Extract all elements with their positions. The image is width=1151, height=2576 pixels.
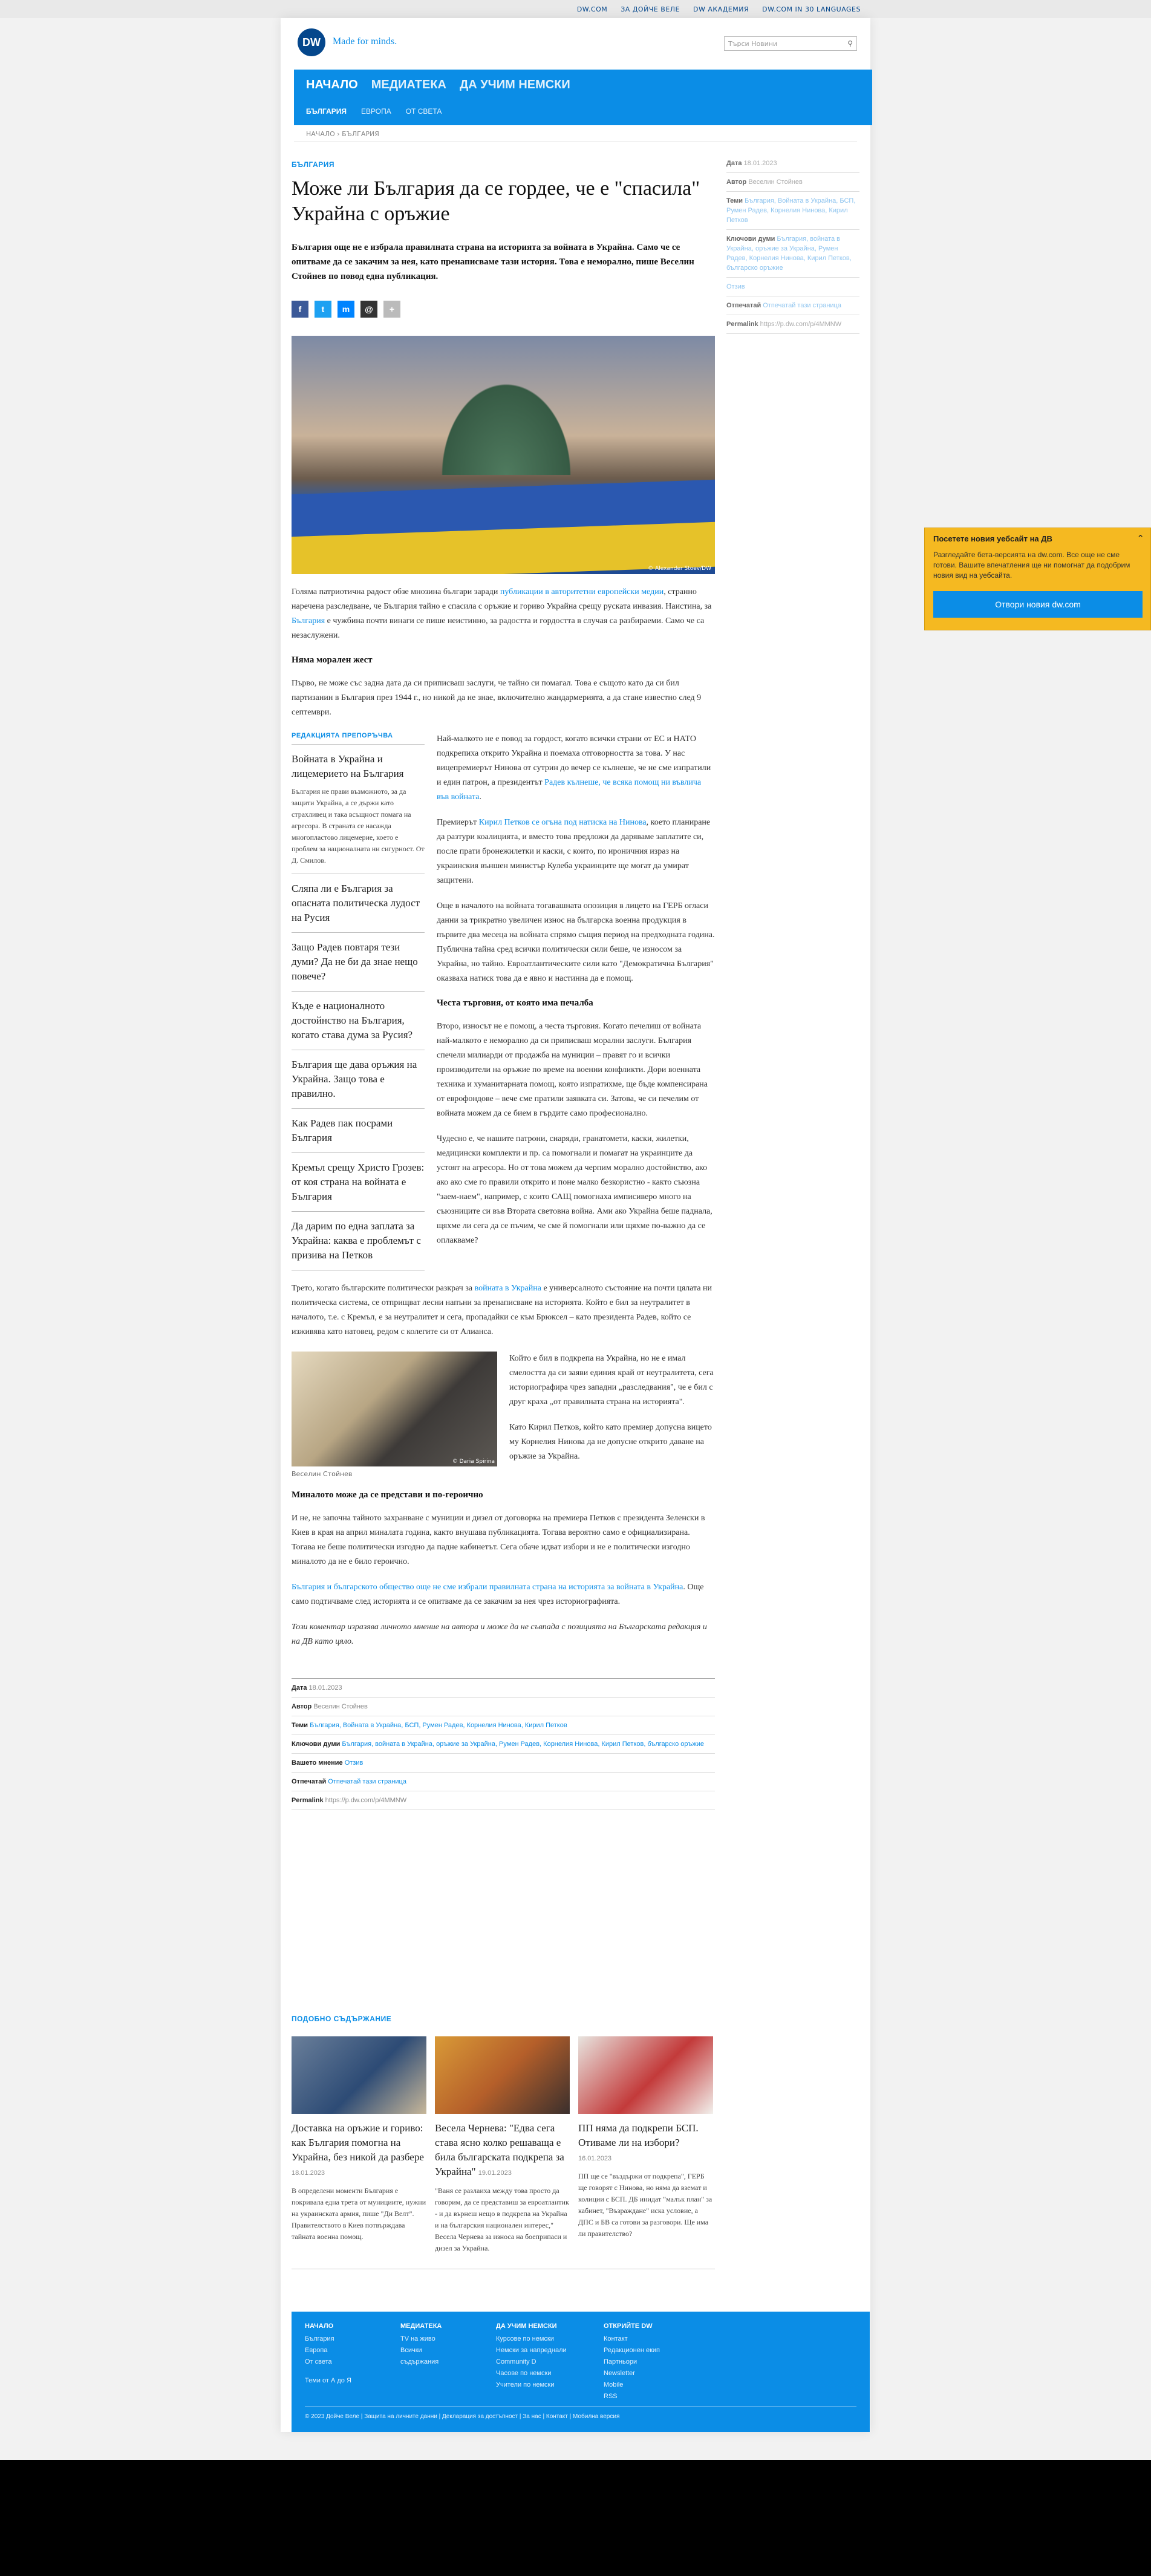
recommended-item[interactable]: Къде е националното достойнство на България, когато става дума за Русия? [292, 992, 425, 1050]
article-title: Може ли България да се гордее, че е "спасила" Украйна с оръжие [292, 177, 700, 225]
footer-col-german: ДА УЧИМ НЕМСКИ Курсове по немски Немски за напреднали Community D Часове по немски Учители по немски [496, 2323, 567, 2388]
footer-copyright[interactable]: © 2023 Дойче Веле | Защита на личните данни | Декларация за достъпност | За нас | Контакт | Мобилна версия [305, 2413, 620, 2420]
permalink-value[interactable]: https://p.dw.com/p/4MMNW [325, 1797, 407, 1804]
main-navigation [294, 70, 872, 125]
share-bar [292, 301, 715, 318]
topbar-link-dw[interactable]: DW.COM [576, 5, 608, 13]
paragraph-4: Премиерът Кирил Петков се огъна под натиска на Нинова, което планиране да разтури коалицията, и вместо това предложи да даряваме заплатите си, после прати бронежилетки и каски, с които, по ироничния израз на украинския външен министър Кулеба украинците ще могат да умират защитени. [437, 818, 711, 885]
keywords-links[interactable]: България, войната в Украйна, оръжие за Украйна, Румен Радев, Корнелия Нинова, Кирил Петков, българско оръжие [342, 1741, 705, 1748]
sidebar-feedback-link[interactable]: Отзив [726, 283, 745, 290]
search-placeholder: Търси Новини [728, 40, 778, 48]
chevron-up-icon[interactable]: ⌃ [1136, 533, 1144, 544]
related-card-image[interactable] [578, 2036, 713, 2114]
dw-logo[interactable]: DW [298, 28, 325, 56]
divider [305, 2406, 856, 2407]
footer-col-media: МЕДИАТЕКА TV на живо Всички съдържания [400, 2323, 442, 2365]
sidebar-print: Отпечатай Отпечатай тази страница [726, 296, 859, 315]
hero-image [292, 336, 715, 574]
article-kicker[interactable]: БЪЛГАРИЯ [292, 160, 334, 169]
meta-topics: Теми България, Войната в Украйна, БСП, Румен Радев, Корнелия Нинова, Кирил Петков [292, 1716, 715, 1735]
nav-home[interactable]: НАЧАЛО [306, 78, 358, 91]
related-card-image[interactable] [292, 2036, 426, 2114]
search-input[interactable] [724, 36, 857, 51]
twitter-icon[interactable]: t [315, 301, 331, 318]
paragraph-3: Най-малкото не е повод за гордост, когато всички страни от ЕС и НАТО подкрепиха открито Украйна и поемаха отговорността за това. У нас вицепремиерът Нинова от сутрин до вечер се кълнеше, че не сме изпратили и един патрон, а президентът Радев кълнеше, че всяка помощ ни въвлича във войната. [437, 734, 711, 802]
meta-author: Автор Веселин Стойнев [292, 1698, 715, 1716]
paragraph-1: Голяма патриотична радост обзе мнозина българи заради публикации в авторитетни европейски медии, стрaнно наречена разследване, че България тайно е спасила с оръжие и гориво Украйна срещу руската инвазия. Наистина, за България е чужбина почти винаги се пише неистинно, за радостта и гордостта в случая са разбираеми. Само че са незаслужени. [292, 587, 712, 640]
inset-section [292, 1352, 715, 1478]
related-card-image[interactable] [435, 2036, 570, 2114]
sidebar-meta [726, 154, 859, 334]
meta-date: Дата 18.01.2023 [292, 1679, 715, 1698]
recommended-item[interactable]: Да дарим по една заплата за Украйна: каква е проблемът с призива на Петков [292, 1212, 425, 1270]
open-new-site-button[interactable]: Отвори новия dw.com [933, 591, 1143, 618]
meta-feedback: Вашето мнение Отзив [292, 1754, 715, 1773]
main-column [437, 732, 715, 1270]
meta-permalink: Permalink https://p.dw.com/p/4MMNW [292, 1791, 715, 1810]
subnav-bulgaria[interactable]: БЪЛГАРИЯ [306, 107, 347, 116]
recommended-label: РЕДАКЦИЯТА ПРЕПОРЪЧВА [292, 732, 425, 745]
related-card[interactable]: Доставка на оръжие и гориво: как България помогна на Украйна, без никой да разбере 18.01.2023 В определени моменти България е покривала една трета от мунициите, нужни на украинската армия, пише "Ди Велт". Правителството в Киев потвърждава тайната военна помощ. [292, 2036, 426, 2254]
topbar-link-languages[interactable]: DW.COM IN 30 LANGUAGES [762, 5, 861, 13]
paragraph-6: Второ, износът не е помощ, а честа търговия. Когато печелиш от войната най-малкото е неморално да си приписваш морални заслуги. България спечели милиарди от продажба на муниции – правят го и всички производители на оръжие по време на военни конфликти. Дори военната техника и хуманитарната помощ, която изпратихме, ще бъде компенсирана от еврофондове – вече сме пратили заявката си. Затова, че си печелим от войната можем да се бием в гърдите само професионално. [437, 1022, 708, 1118]
related-label: ПОДОБНО СЪДЪРЖАНИЕ [292, 2015, 392, 2023]
article [292, 160, 715, 1810]
sidebar-permalink: Permalink https://p.dw.com/p/4MMNW [726, 315, 859, 334]
related-card[interactable]: Весела Чернева: "Едва сега става ясно колко решаваща е била българската подкрепа за Украйна" 19.01.2023 "Ваня се разлаиха между това просто да говорим, да се представиш за евроатлантик - и да върнеш нещо в подкрепа на Украйна и на българския национален интерес," Весела Чернева за износа на боеприпаси и дизел за Украйна. [435, 2036, 570, 2254]
print-link[interactable]: Отпечатай тази страница [328, 1778, 406, 1785]
topbar-link-about[interactable]: ЗА ДОЙЧЕ ВЕЛЕ [621, 5, 680, 13]
sidebar-permalink-value[interactable]: https://p.dw.com/p/4MMNW [760, 321, 842, 328]
paragraph-10: Като Кирил Петков, който като премиер допусна вицето му Корнелия Нинова да не допусне открито даване на оръжие за Украйна. [509, 1423, 712, 1461]
sidebar-author: Автор Веселин Стойнев [726, 173, 859, 192]
subheading-trade: Честа търговия, от която има печалба [437, 998, 593, 1008]
sidebar-topics: Теми България, Войната в Украйна, БСП, Румен Радев, Корнелия Нинова, Кирил Петков [726, 192, 859, 230]
feedback-link[interactable]: Отзив [344, 1759, 364, 1767]
email-icon[interactable]: @ [360, 301, 377, 318]
photo-credit: © Daria Spirina [452, 1459, 495, 1465]
more-share-icon[interactable]: + [383, 301, 400, 318]
nav-media[interactable]: МЕДИАТЕКА [371, 78, 446, 91]
link-war-ukraine[interactable]: войната в Украйна [474, 1284, 541, 1293]
link-publications[interactable]: публикации в авторитетни европейски медии [500, 587, 664, 597]
bottom-black-area [0, 2460, 1151, 2576]
paragraph-2: Първо, не може със задна дата да си приписваш заслуги, че тайно си помагал. Това е същото като да си бил партизанин в България през 1944 г., но никой да не знае, включително жандармерията, а да стане известно след 9 септември. [292, 679, 702, 717]
link-bulgaria[interactable]: България [292, 616, 325, 626]
sidebar-feedback [726, 278, 859, 296]
link-right-side[interactable]: България и българското общество още не сме избрали правилната страна на историята за войната в Украйна [292, 1583, 683, 1592]
photo-caption: Веселин Стойнев [292, 1470, 353, 1478]
nav-learn-german[interactable]: ДА УЧИМ НЕМСКИ [459, 78, 570, 91]
recommended-box [292, 732, 425, 1270]
paragraph-12: България и българското общество още не сме избрали правилната страна на историята за войната в Украйна. Още само подтичваме след историята и се опитваме да се закачим за нея чрез историографията. [292, 1583, 704, 1606]
paragraph-7: Чудесно е, че нашите патрони, снаряди, гранатомети, каски, жилетки, медицински комплекти и пр. са помогнали и помагат на украинците да устоят на агресора. Но от това можем да черпим морално достойнство, ако ако ако сме го правили открито и поне малко безкористно - както съюзна "заем-наем", например, с които САЩ помогнаха имписиверо много на съюзниците си във Втората световна война. Ами ако Украйна беше паднала, щяхме ли сега да се пъчим, че сме й помогнали или щяхме по-важно да се оплакваме? [437, 1134, 712, 1245]
paragraph-11: И не, не започна тайното захранване с муниции и дизел от договорка на премиера Петков с президента Зеленски в Киев в края на април миналата година, както внушава публикацията. Тогава вероятно само е официализирана. Тогава не беше политически изгодно да падне кабинетът. Сега обаче идват избори и не е политически изгодно миналото да не е било героично. [292, 1514, 705, 1566]
top-utility-bar [0, 0, 1151, 18]
subnav-europe[interactable]: ЕВРОПА [361, 107, 391, 116]
subheading-past: Миналото може да се представи и по-героично [292, 1490, 483, 1500]
article-lead: България още не е избрала правилната страна на историята за войната в Украйна. Само че се опитваме да се закачим за нея, като пренаписваме тази история. Това е неморално, пише Веселин Стойнев по повод една публикация. [292, 243, 694, 281]
popup-title: Посетете новия уебсайт на ДВ [933, 534, 1052, 543]
related-content [292, 2015, 715, 2269]
recommended-item[interactable]: Как Радев пак посрами България [292, 1109, 425, 1153]
recommended-item[interactable]: Войната в Украйна и лицемерието на България България не прави възможното, за да защити Украйна, а се държи като страхливец и така всъщност помага на агресора. В страната се насажда многопластово лицемерие, което е проблем за националната ни сигурност. От Д. Смилов. [292, 745, 425, 874]
tagline: Made for minds. [333, 36, 397, 47]
search-icon[interactable]: ⚲ [847, 39, 853, 48]
cathedral-shape [425, 360, 588, 475]
sidebar-topics-links[interactable]: България, Войната в Украйна, БСП, Румен Радев, Корнелия Нинова, Кирил Петков [726, 197, 856, 224]
link-radev[interactable]: Радев кълнеше, че всяка помощ ни въвлича във войната [437, 778, 702, 802]
meta-keywords: Ключови думи България, войната в Украйна, оръжие за Украйна, Румен Радев, Корнелия Нинова, Кирил Петков, българско оръжие [292, 1735, 715, 1754]
recommended-item[interactable]: Кремъл срещу Христо Грозев: от коя страна на войната е България [292, 1153, 425, 1212]
two-column-section [292, 732, 715, 1270]
paragraph-8: Трето, когато българските политически разкрач за войната в Украйна е универсалното състояние на почти цялата ни политическа система, се отприщват лесни напъни за пренаписване на историята. Който е бил за неутралитет в началото, т.е. с Кремъл, е за неутралитет и сега, пропадайки се към Брюксел – като президента Радев, който се изживява като натовец, редом с колегите си от Алианса. [292, 1284, 712, 1336]
footer-col-dw: ОТКРИЙТЕ DW Контакт Редакционен екип Партньори Newsletter Mobile RSS [604, 2323, 660, 2400]
disclaimer: Този коментар изразява личното мнение на автора и може да не съвпада с позицията на Българската редакция и на ДВ като цяло. [292, 1623, 707, 1646]
page-container [281, 18, 870, 2432]
facebook-icon[interactable]: f [292, 301, 308, 318]
topbar-link-academy[interactable]: DW АКАДЕМИЯ [693, 5, 749, 13]
breadcrumb[interactable]: НАЧАЛО › БЪЛГАРИЯ [306, 130, 379, 138]
related-card[interactable]: ПП няма да подкрепи БСП. Отиваме ли на избори? 16.01.2023 ПП ще се "въздържи от подкрепа", ГЕРБ ще говорят с Нинова, но няма да вземат и колиции с БСП. ДБ инидат "малък план" за кабинет, "Възраждане" иска условие, а ДПС и БВ са готови за разговори. Ще има ли правителство? [578, 2036, 713, 2254]
sidebar-keywords: Ключови думи България, войната в Украйна, оръжие за Украйна, Румен Радев, Корнелия Нинова, Кирил Петков, българско оръжие [726, 230, 859, 278]
topics-links[interactable]: България, Войната в Украйна, БСП, Румен Радев, Корнелия Нинова, Кирил Петков [310, 1722, 567, 1729]
recommended-item[interactable]: Защо Радев повтаря тези думи? Да не би да знае нещо повече? [292, 933, 425, 992]
image-credit: © Alexander Stoev/DW [648, 566, 711, 572]
article-meta [292, 1678, 715, 1810]
link-petkov[interactable]: Кирил Петков се огъна под натиска на Нинова [478, 818, 647, 827]
paragraph-5: Още в началото на войната тогавашната опозиция в лицето на ГЕРБ огласи данни за трикратно увеличен износ на българска военна продукция в първите два месеца на войната спрямо същия период на предходната година. Публична тайна сред всички политически сили беше, че износом за Украйна, но тайно. Евроатлантическите сили като "Демократична България" оказваха натиск това да е явно и настинна да е помощ. [437, 901, 715, 983]
site-header [281, 18, 870, 70]
meta-print: Отпечатай Отпечатай тази страница [292, 1773, 715, 1791]
footer-col-home: НАЧАЛО България Европа От света Теми от А до Я [305, 2323, 351, 2384]
popup-text: Разгледайте бета-версията на dw.com. Все още не сме готови. Вашите впечатления ще ни помогнат да подобрим новия вид на уебсайта. [933, 551, 1130, 580]
subnav-world[interactable]: ОТ СВЕТА [405, 107, 442, 116]
sidebar-date: Дата 18.01.2023 [726, 154, 859, 173]
subheading-moral: Няма морален жест [292, 655, 373, 665]
paragraph-9: Който е бил в подкрепа на Украйна, но не е имал смелостта да си заяви единия край от неутралитета, сега историографира чрез западни „разследвания", че е бил с друг краха „от правилната страна на историята". [509, 1354, 714, 1407]
sidebar-keywords-links[interactable]: България, войната в Украйна, оръжие за Украйна, Румен Радев, Корнелия Нинова, Кирил Петков, българско оръжие [726, 235, 852, 272]
messenger-icon[interactable]: m [337, 301, 354, 318]
author-photo [292, 1352, 497, 1466]
sidebar-print-link[interactable]: Отпечатай тази страница [763, 302, 841, 309]
new-site-popup [924, 528, 1151, 630]
recommended-item[interactable]: Сляпа ли е България за опасната политическа лудост на Русия [292, 874, 425, 933]
site-footer [292, 2312, 870, 2432]
recommended-item[interactable]: България ще дава оръжия на Украйна. Защо това е правилно. [292, 1050, 425, 1109]
